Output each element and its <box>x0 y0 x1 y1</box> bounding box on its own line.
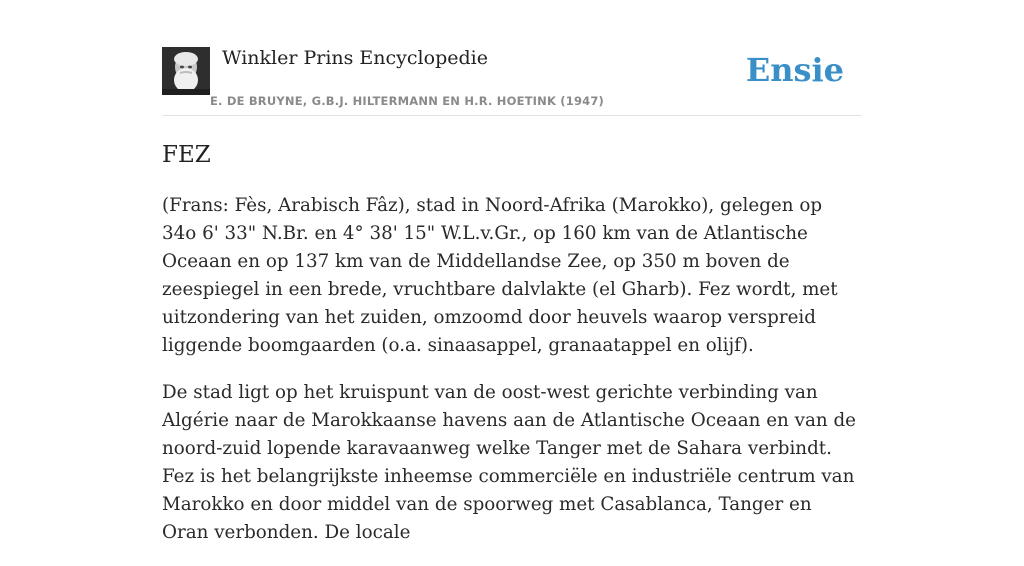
content-container <box>162 0 862 543</box>
publication-header <box>162 0 862 116</box>
body-paragraph: De stad ligt op het kruispunt van de oost-west gerichte verbinding van Algérie naar de Marokkaanse havens aan de Atlantische Oceaan en van de noord-zuid lopende karavaanweg welke Tanger met de Sahara verbindt. Fez is het belangrijkste inheemse commerciële en industriële centrum van Marokko en door middel van de spoorweg met Casablanca, Tanger en Oran verbonden. De locale <box>162 382 856 543</box>
entry-title: FEZ <box>162 142 211 168</box>
avatar[interactable] <box>162 47 210 95</box>
author-portrait-icon <box>162 47 210 95</box>
publication-title[interactable]: Winkler Prins Encyclopedie <box>222 47 488 69</box>
publication-authors: E. DE BRUYNE, G.B.J. HILTERMANN EN H.R. HOETINK (1947) <box>210 94 605 108</box>
entry-body <box>162 192 862 566</box>
body-paragraph: (Frans: Fès, Arabisch Fâz), stad in Noord-Afrika (Marokko), gelegen op 34o 6' 33" N.Br. en 4° 38' 15" W.L.v.Gr., op 160 km van de Atlantische Oceaan en op 137 km van de Middellandse Zee, op 350 m boven de zeespiegel in een brede, vruchtbare dalvlakte (el Gharb). Fez wordt, met uitzondering van het zuiden, omzoomd door heuvels waarop verspreid liggende boomgaarden (o.a. sinaasappel, granaatappel en olijf). <box>162 195 838 356</box>
brand-logo[interactable]: Ensie <box>745 51 844 89</box>
